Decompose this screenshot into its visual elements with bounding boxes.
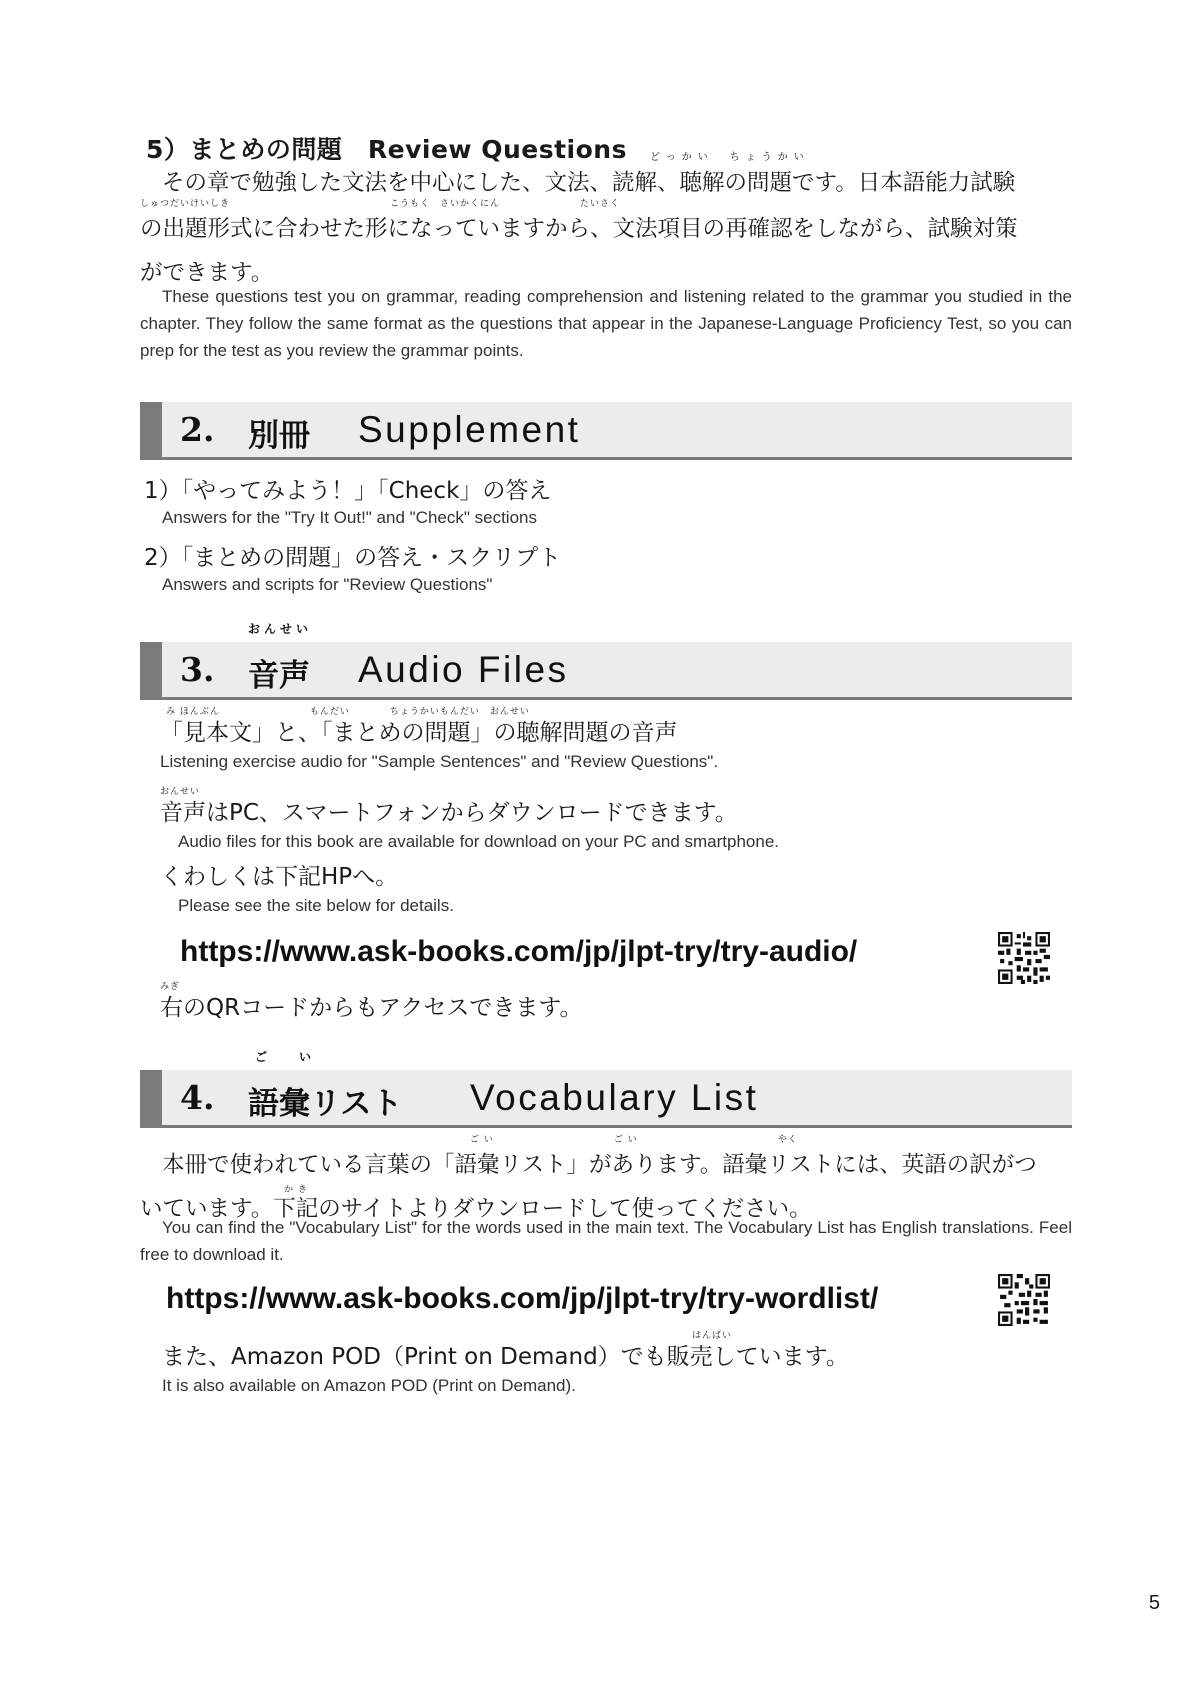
audio-qr-note-text: 右のQRコードからもアクセスできます。 [160, 995, 583, 1021]
review-ruby-1: どっかい ちょうかい [650, 152, 810, 163]
qr-code-icon[interactable] [998, 1274, 1050, 1326]
supplement-item-en: Answers for the "Try It Out!" and "Check" sections [162, 508, 537, 527]
supplement-item-1 [144, 476, 551, 530]
section-jp-title: 音声 [248, 658, 310, 694]
audio-line-3 [160, 862, 1060, 918]
audio-line-2 [160, 786, 1060, 854]
review-jp-line-1: その章で勉強した文法を中心にした、文法、読解、聴解の問題です。日本語能力試験 [162, 170, 1016, 196]
audio-line3-en: Please see the site below for details. [178, 896, 454, 915]
review-heading: 5）まとめの問題 Review Questions [146, 135, 627, 164]
vocab-pod-ruby: はんばい [692, 1331, 733, 1341]
section-number: 2. [180, 410, 215, 449]
section-number: 4. [180, 1078, 215, 1117]
audio-line2-ruby: おんせい [160, 787, 201, 797]
section-en-title: Vocabulary List [470, 1077, 759, 1118]
section-audio-header [140, 622, 1072, 700]
audio-url-link[interactable]: https://www.ask-books.com/jp/jlpt-try/try-audio/ [180, 935, 858, 968]
section-ruby: ご い [255, 1050, 322, 1064]
vocab-jp-line-2: いています。下記のサイトよりダウンロードして使ってください。 [140, 1196, 812, 1222]
qr-code-icon[interactable] [998, 932, 1050, 984]
section-jp-title: 別冊 [248, 418, 310, 454]
audio-qr-note [160, 981, 583, 1023]
audio-qr-ruby: みぎ [160, 982, 181, 992]
audio-line1-en: Listening exercise audio for "Sample Sentences" and "Review Questions". [160, 752, 719, 771]
section-en-title: Supplement [358, 409, 581, 450]
page-number: 5 [1148, 1592, 1160, 1614]
audio-line1-ruby: み ほんぶん もんだい ちょうかいもんだい おんせい [166, 707, 530, 717]
audio-line3-jp: くわしくは下記HPへ。 [160, 864, 399, 890]
vocab-pod-en: It is also available on Amazon POD (Print on Demand). [162, 1376, 576, 1395]
supplement-item-2 [144, 543, 561, 597]
supplement-item-en: Answers and scripts for "Review Questions" [162, 575, 493, 594]
supplement-item-jp: 2）「まとめの問題」の答え・スクリプト [144, 545, 562, 571]
vocab-en-paragraph: You can find the "Vocabulary List" for the words used in the main text. The Vocabulary List has English translations. Feel free to download it. [140, 1218, 1072, 1264]
vocab-ruby-1: ご い ご い やく [470, 1135, 798, 1145]
review-jp-line-2: の出題形式に合わせた形になっていますから、文法項目の再確認をしながら、試験対策 [140, 216, 1018, 242]
supplement-item-jp: 1）「やってみよう！」「Check」の答え [144, 478, 552, 504]
vocab-pod [162, 1330, 849, 1398]
vocab-url-link[interactable]: https://www.ask-books.com/jp/jlpt-try/try-wordlist/ [166, 1282, 879, 1315]
audio-line-1 [160, 706, 1060, 774]
review-ruby-2: しゅつだいけいしき こうもく さいかくにん たいさく [140, 199, 621, 209]
review-en-paragraph: These questions test you on grammar, reading comprehension and listening related to the grammar you studied in the chapter. They follow the same format as the questions that appear in the Japanese-Language Proficiency Test, so you can prep for the test as you review the grammar points. [140, 287, 1072, 360]
audio-line1-jp: 「見本文」と、「まとめの問題」の聴解問題の音声 [160, 720, 678, 746]
review-jp-line-3: ができます。 [140, 260, 274, 286]
section-supplement-header [140, 402, 1072, 460]
audio-line2-jp: 音声はPC、スマートフォンからダウンロードできます。 [160, 800, 738, 826]
vocab-pod-jp: また、Amazon POD（Print on Demand）でも販売しています。 [162, 1344, 849, 1370]
section-en-title: Audio Files [358, 649, 569, 690]
review-jp-paragraph [140, 152, 1072, 292]
vocab-ruby-2: か き [284, 1185, 308, 1195]
vocab-jp-line-1: 本冊で使われている言葉の「語彙リスト」があります。語彙リストには、英語の訳がつ [162, 1152, 1037, 1178]
section-vocab-header [140, 1050, 1072, 1128]
section-number: 3. [180, 650, 215, 689]
section-ruby: おんせい [248, 622, 313, 636]
section-jp-title: 語彙リスト [248, 1086, 403, 1122]
audio-line2-en: Audio files for this book are available for download on your PC and smartphone. [178, 832, 780, 851]
